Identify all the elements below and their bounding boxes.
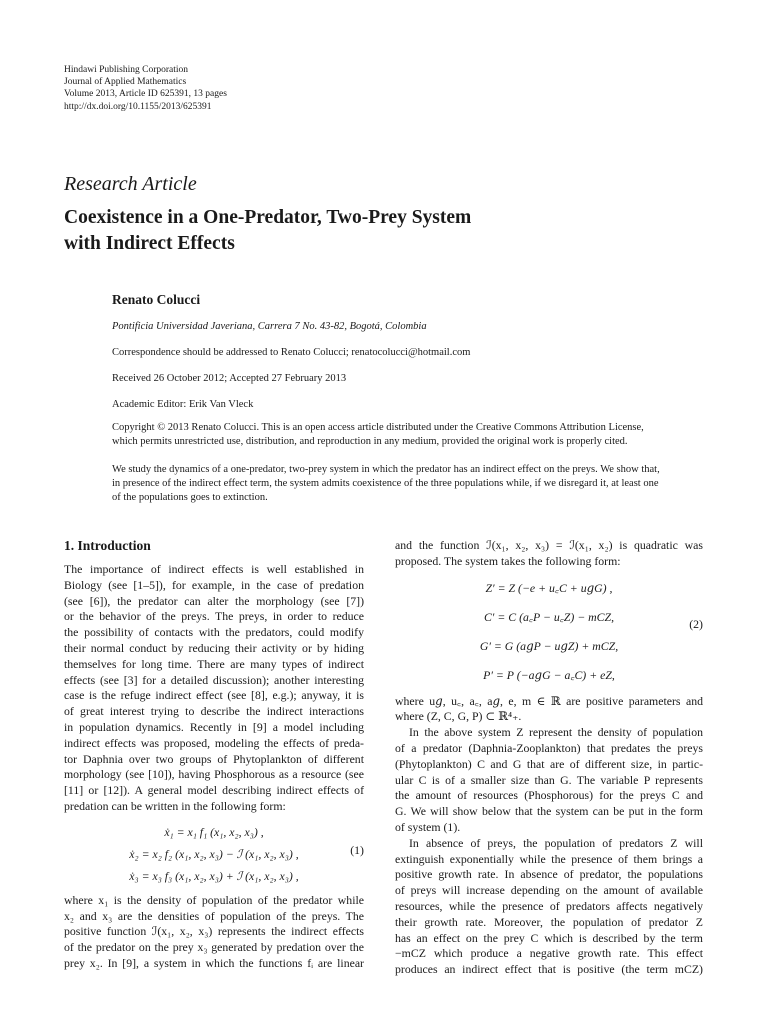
text-line: of great interest trying to describe the indirect interactions	[64, 704, 364, 719]
text-line: predation can be written in the following form:	[64, 798, 286, 813]
text-line: in population dynamics. Recently in [9] a model including	[64, 719, 364, 734]
equation-number: (1)	[350, 842, 364, 857]
copyright-notice	[112, 421, 704, 449]
text-line: of the predator on the prey x₃ generated by predation over the	[64, 940, 364, 955]
intro-paragraph-2	[64, 893, 364, 972]
abstract	[112, 463, 707, 505]
paragraph-b	[395, 694, 703, 726]
doi-link[interactable]: http://dx.doi.org/10.1155/2013/625391	[64, 101, 212, 112]
text-line: of system (1).	[395, 819, 461, 834]
equation-line: Z′ = Z (−e + u꜀C + u𝑔G) ,	[485, 580, 613, 595]
text-line: the possibility of contacts with the predators, could modify	[64, 625, 364, 640]
text-line: of preys will increase depending on the amount of available	[395, 883, 703, 898]
text-line: x₂ and x₃ are the densities of population of the preys. The	[64, 908, 364, 923]
text-line: positive growth rate. In absence of predator, the populations	[395, 867, 703, 882]
volume-line: Volume 2013, Article ID 625391, 13 pages	[64, 89, 227, 100]
text-line: extinguish exponentially while the presence of them brings a	[395, 851, 703, 866]
intro-paragraph-1	[64, 562, 364, 815]
abstract-line: in presence of the indirect effect term, the system admits coexistence of the three populations while, if we disregard it, at least one	[112, 478, 659, 489]
copyright-line: Copyright © 2013 Renato Colucci. This is an open access article distributed under the Creative Commons Attribution License,	[112, 422, 644, 433]
text-line: (Phytoplankton) C and G that are of different size, in partic-	[395, 756, 703, 771]
equation-line: G′ = G (a𝑔P − u𝑔Z) + mCZ,	[479, 638, 619, 653]
academic-editor: Academic Editor: Erik Van Vleck	[112, 399, 254, 410]
right-column	[395, 538, 703, 978]
equation-line: ẋ₂ = x₂ f₂ (x₁, x₂, x₃) − ℐ (x₁, x₂, x₃) ,	[129, 846, 299, 861]
text-line: effects (see [3] for a detailed discussion); another interesting	[64, 672, 364, 687]
text-line: themselves for long time. There are many types of indirect	[64, 656, 364, 671]
text-line: −mCZ which produce a negative growth rate. This effect	[395, 946, 703, 961]
paragraph-d	[395, 836, 703, 978]
text-line: morphology (see [10]), having Phosphorous as a resource (see	[64, 767, 364, 782]
text-line: (see [6]), the predator can alter the morphology (see [7])	[64, 593, 364, 608]
text-line: G. We will show below that the system can be put in the form	[395, 804, 703, 819]
received-dates: Received 26 October 2012; Accepted 27 February 2013	[112, 373, 347, 384]
text-line: The importance of indirect effects is well established in	[64, 562, 364, 576]
text-line: where (Z, C, G, P) ⊂ ℝ⁴₊.	[395, 709, 522, 724]
text-line: and the function ℐ(x₁, x₂, x₃) = ℐ(x₁, x₂) is quadratic was	[395, 538, 703, 552]
text-line: where x₁ is the density of population of the predator while	[64, 892, 364, 907]
text-line: the amount of resources (Phosphorous) for the preys C and	[395, 788, 703, 803]
copyright-line: which permits unrestricted use, distribution, and reproduction in any medium, provided the original work is properly cited.	[112, 436, 628, 447]
text-line: [11] or [12]). A general model describing indirect effects of	[64, 783, 364, 798]
equation-2	[395, 574, 703, 690]
text-line: produces an indirect effect that is positive (the term mCZ)	[395, 962, 703, 977]
affiliation: Pontificia Universidad Javeriana, Carrera 7 No. 43-82, Bogotá, Colombia	[112, 321, 427, 332]
equation-number: (2)	[689, 616, 703, 631]
text-line: case is the refuge indirect effect (see [8], e.g.); anyway, it is	[64, 688, 364, 703]
text-line: has an effect on the prey C which is described by the term	[395, 930, 703, 945]
equation-line: ẋ₃ = x₃ f₃ (x₁, x₂, x₃) + ℐ (x₁, x₂, x₃) ,	[129, 868, 299, 883]
correspondence: Correspondence should be addressed to Renato Colucci; renatocolucci@hotmail.com	[112, 347, 471, 358]
journal-header	[64, 64, 227, 113]
equation-line: C′ = C (a꜀P − u꜀Z) − mCZ,	[483, 609, 615, 624]
text-line: In absence of preys, the population of predators Z will	[409, 835, 703, 850]
title-line: Coexistence in a One-Predator, Two-Prey System	[64, 207, 472, 228]
paragraph-a	[395, 538, 703, 570]
text-line: their growth rate. Moreover, the population of predator Z	[395, 914, 703, 929]
equation-line: ẋ₁ = x₁ f₁ (x₁, x₂, x₃) ,	[164, 824, 264, 839]
section-heading: 1. Introduction	[64, 538, 151, 553]
text-line: In the above system Z represent the density of population	[409, 725, 703, 740]
text-line: or the behavior of the preys. The preys, in order to reduce	[64, 609, 364, 624]
abstract-line: We study the dynamics of a one-predator, two-prey system in which the predator has an indirect effect on the preys. We show that,	[112, 464, 660, 475]
text-line: where u𝑔, u꜀, a꜀, a𝑔, e, m ∈ ℝ are positive parameters and	[395, 693, 703, 708]
text-line: proposed. The system takes the following form:	[395, 553, 621, 568]
equation-1	[64, 821, 364, 887]
journal-line: Journal of Applied Mathematics	[64, 77, 187, 88]
text-line: ular C is of a smaller size than G. The variable P represents	[395, 772, 703, 787]
abstract-line: of the populations goes to extinction.	[112, 492, 268, 503]
text-line: of a predator (Daphnia-Zooplankton) that predates the preys	[395, 740, 703, 755]
text-line: their normal conduct by reducing their activity or by hiding	[64, 640, 364, 655]
publisher-line: Hindawi Publishing Corporation	[64, 65, 189, 75]
paragraph-c	[395, 725, 703, 836]
left-column	[64, 538, 364, 972]
text-line: resources, while the presence of predators affects negatively	[395, 898, 703, 913]
title-line: with Indirect Effects	[64, 233, 235, 254]
text-line: prey x₂. In [9], a system in which the functions fᵢ are linear	[64, 955, 364, 970]
text-line: Biology (see [1–5]), for example, in the case of predation	[64, 577, 364, 592]
paper-title	[64, 205, 471, 257]
article-type: Research Article	[64, 173, 197, 195]
text-line: positive function ℐ(x₁, x₂, x₃) represents the indirect effects	[64, 924, 364, 939]
equation-line: P′ = P (−a𝑔G − a꜀C) + eZ,	[483, 667, 615, 682]
text-line: indirect effects was proposed, modeling the effects of preda-	[64, 735, 364, 750]
author-name: Renato Colucci	[112, 292, 201, 307]
text-line: tor Daphnia over two groups of Phytoplankton of different	[64, 751, 364, 766]
